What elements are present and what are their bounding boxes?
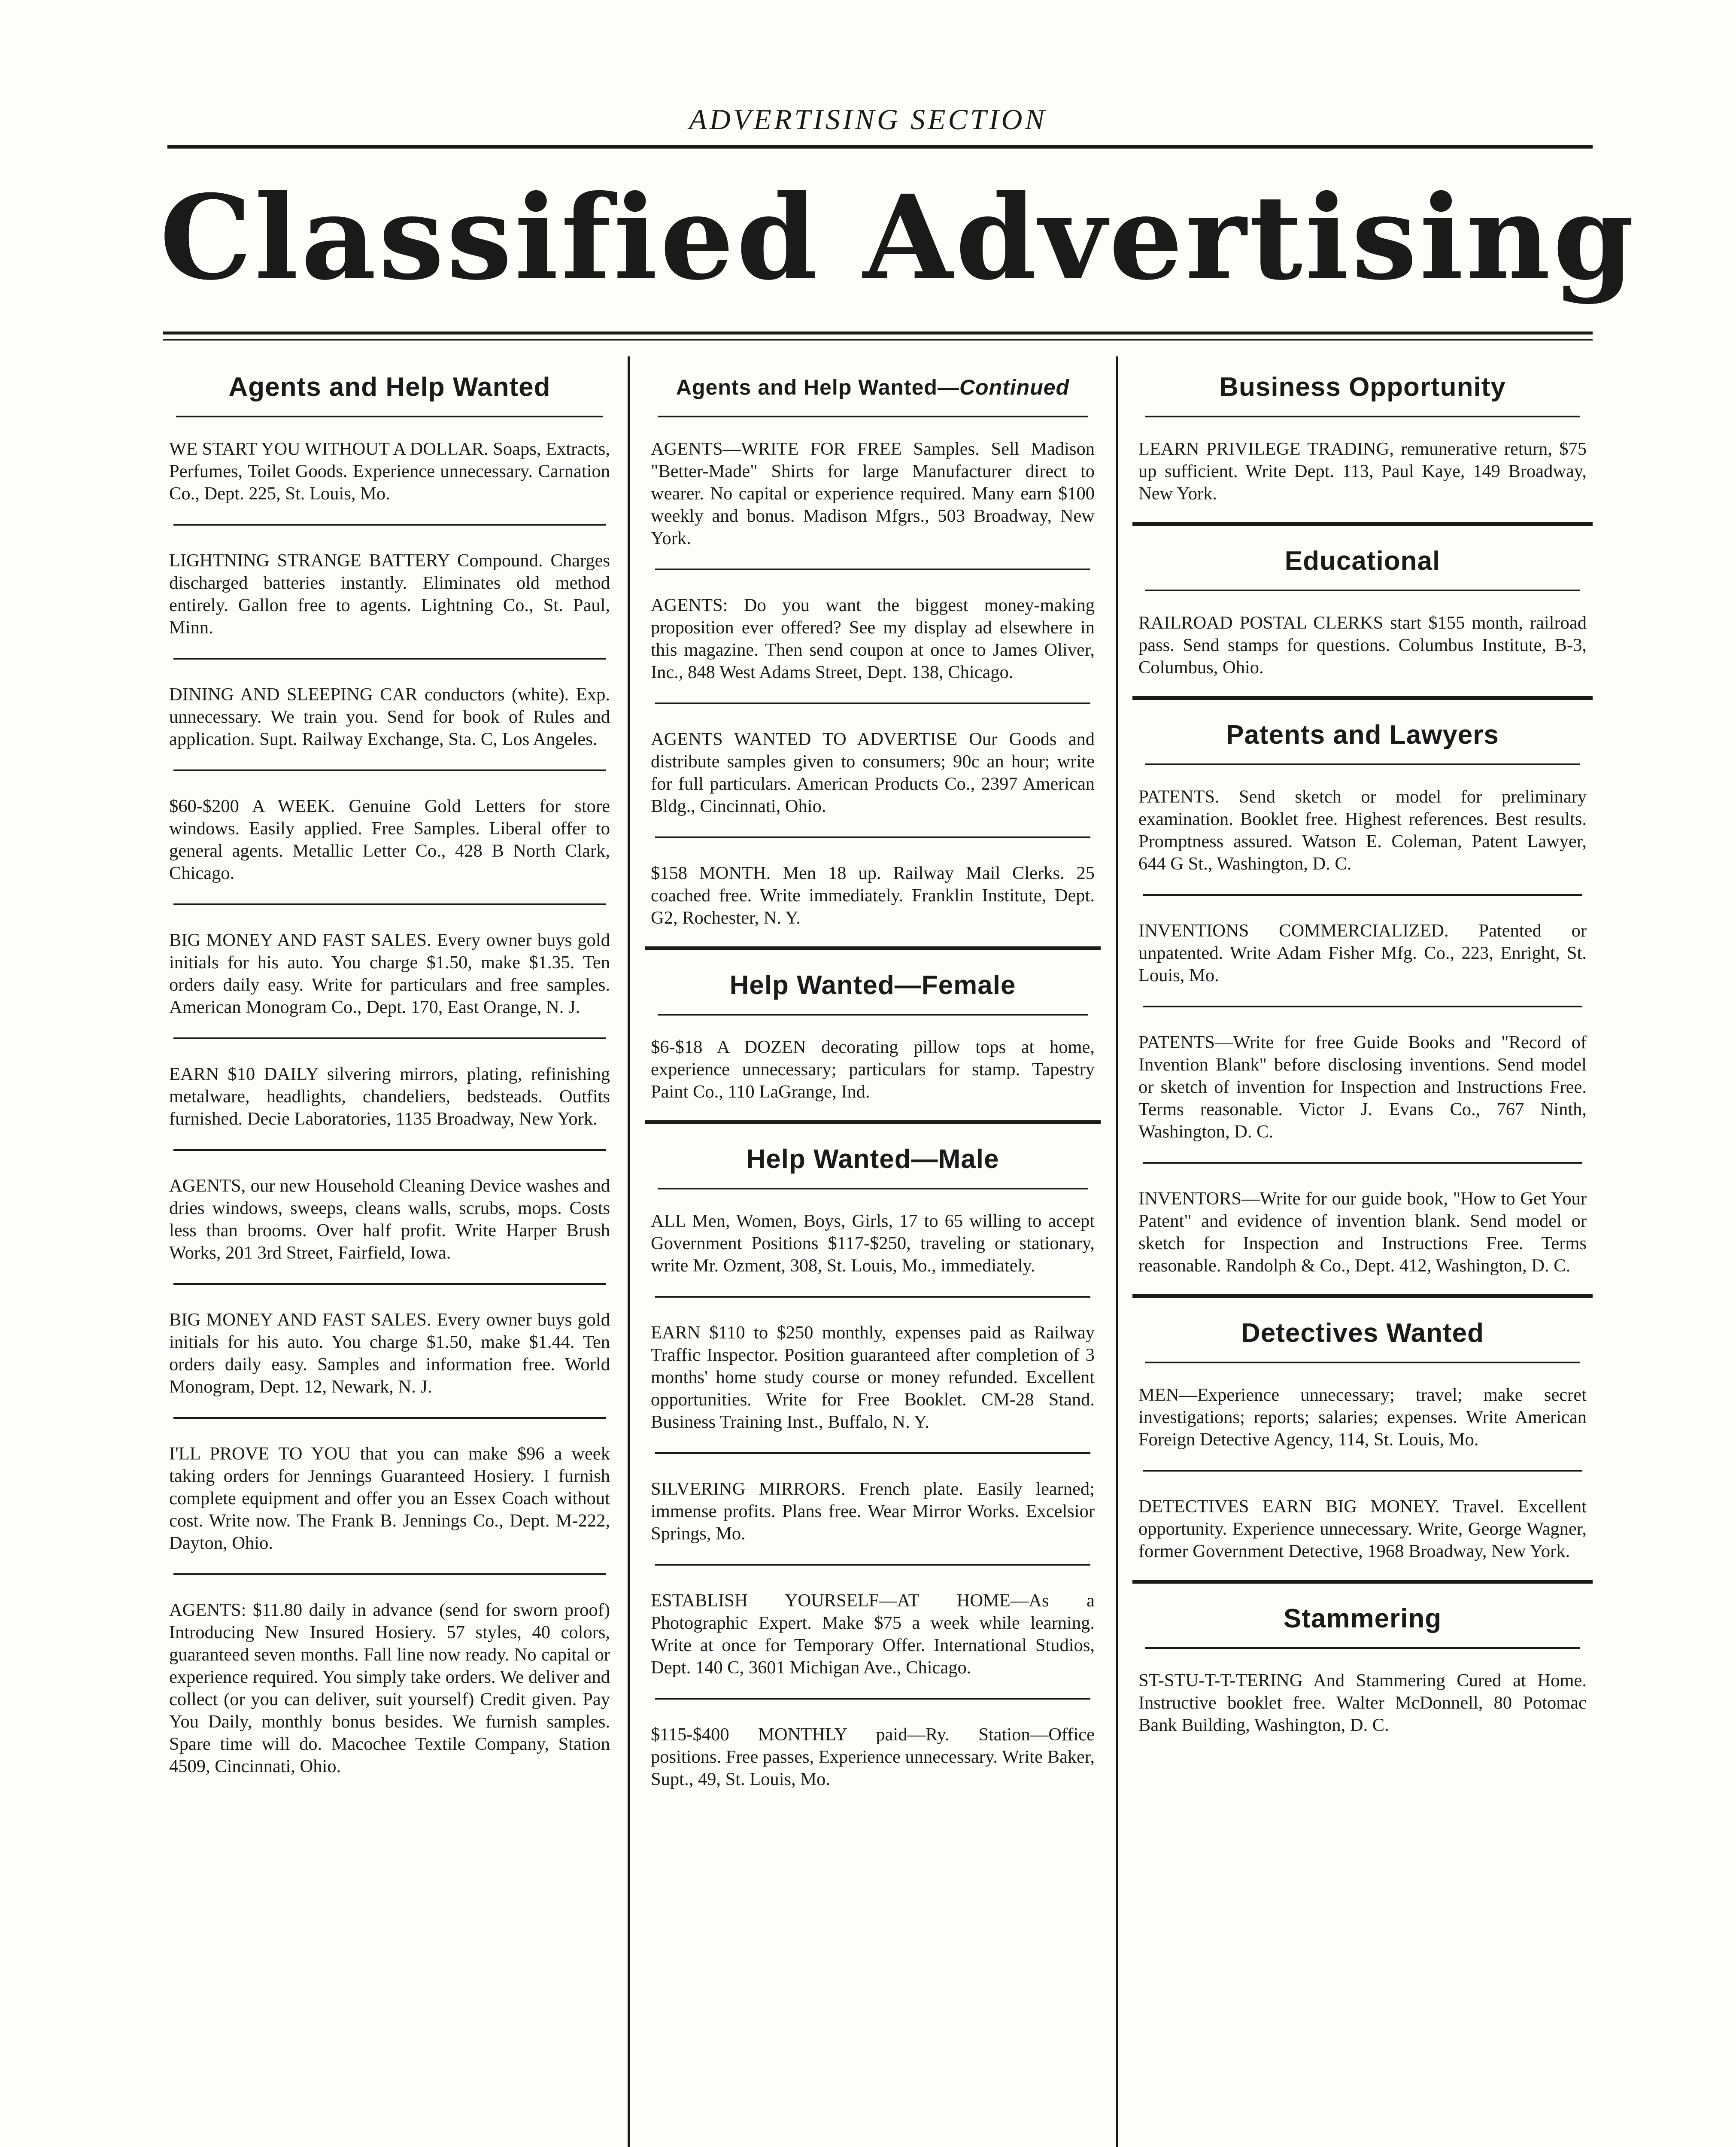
ad-separator (173, 769, 606, 771)
classified-ad: RAILROAD POSTAL CLERKS start $155 month, railroad pass. Send stamps for questions. Columbus Institute, B-3, Columbus, Ohio. (1138, 613, 1587, 678)
continued-label: Continued (959, 375, 1070, 399)
ad-separator (655, 1296, 1090, 1298)
classified-ad: $115-$400 MONTHLY paid—Ry. Station—Office positions. Free passes, Experience unnecessary. Write Baker, Supt., 49, St. Louis, Mo. (651, 1724, 1095, 1789)
ad-separator (173, 658, 606, 660)
ad-separator (173, 1573, 606, 1575)
classified-ad: PATENTS. Send sketch or model for preliminary examination. Booklet free. Highest references. Best results. Promptness assured. Watson E. Coleman, Patent Lawyer, 644 G St., Washington, D. C. (1138, 787, 1587, 874)
classified-ad: INVENTIONS COMMERCIALIZED. Patented or unpatented. Write Adam Fisher Mfg. Co., 223, Enright, St. Louis, Mo. (1138, 921, 1587, 985)
classified-ad: EARN $110 to $250 monthly, expenses paid as Railway Traffic Inspector. Position guaranteed after completion of 3 months' home study course or money refunded. Excellent opportunities. Write for Free Booklet. CM-28 Stand. Business Training Inst., Buffalo, N. Y. (651, 1323, 1095, 1432)
classified-ad: LIGHTNING STRANGE BATTERY Compound. Charges discharged batteries instantly. Eliminates old method entirely. Gallon free to agents. Lightning Co., St. Paul, Minn. (169, 550, 610, 638)
classified-ad: DINING AND SLEEPING CAR conductors (white). Exp. unnecessary. We train you. Send for book of Rules and application. Supt. Railway Exchange, Sta. C, Los Angeles. (169, 684, 610, 749)
ad-separator (655, 1698, 1090, 1700)
classified-ad: $6-$18 A DOZEN decorating pillow tops at home, experience unnecessary; particulars for stamp. Tapestry Paint Co., 110 LaGrange, Ind. (651, 1037, 1095, 1102)
section-heading: Help Wanted—Female (729, 970, 1016, 1000)
classified-ad: PATENTS—Write for free Guide Books and "Record of Invention Blank" before disclosing inventions. Send model or sketch of invention for Inspection and Instructions Free. Terms reasonable. Victor J. Evans Co., 767 Ninth, Washington, D. C. (1138, 1032, 1587, 1142)
classified-ad: I'LL PROVE TO YOU that you can make $96 a week taking orders for Jennings Guaranteed Hosiery. I furnish complete equipment and offer you an Essex Coach without cost. Write now. The Frank B. Jennings Co., Dept. M-222, Dayton, Ohio. (169, 1444, 610, 1553)
heading-rule (1145, 763, 1580, 765)
section-heading: Stammering (1283, 1604, 1442, 1633)
ad-separator (655, 702, 1090, 704)
ad-separator (655, 569, 1090, 570)
top-rule (167, 145, 1593, 149)
classified-ad: $158 MONTH. Men 18 up. Railway Mail Clerks. 25 coached free. Write immediately. Franklin Institute, Dept. G2, Rochester, N. Y. (651, 863, 1095, 928)
ad-separator (1143, 1470, 1582, 1472)
ad-separator (655, 836, 1090, 838)
classified-ad: AGENTS—WRITE FOR FREE Samples. Sell Madison "Better-Made" Shirts for large Manufacturer direct to wearer. No capital or experience required. Many earn $100 weekly and bonus. Madison Mfgrs., 503 Broadway, New York. (651, 439, 1095, 548)
section-separator (645, 1120, 1101, 1124)
section-separator (1132, 522, 1593, 526)
heading-rule (658, 1188, 1088, 1189)
classified-ad: BIG MONEY AND FAST SALES. Every owner buys gold initials for his auto. You charge $1.50, make $1.44. Ten orders daily easy. Samples and information free. World Monogram, Dept. 12, Newark, N. J. (169, 1310, 610, 1397)
classified-ad: AGENTS, our new Household Cleaning Device washes and dries windows, sweeps, cleans walls, scrubs, mops. Costs less than brooms. Over half profit. Write Harper Brush Works, 201 3rd Street, Fairfield, Iowa. (169, 1176, 610, 1263)
classified-ad: INVENTORS—Write for our guide book, "How to Get Your Patent" and evidence of invention blank. Send model or sketch for Inspection and Instructions Free. Terms reasonable. Randolph & Co., Dept. 412, Washington, D. C. (1138, 1189, 1587, 1276)
section-heading: Detectives Wanted (1241, 1318, 1484, 1348)
heading-rule (1145, 1362, 1580, 1363)
ad-separator (173, 1149, 606, 1151)
heading-rule (1145, 590, 1580, 591)
ad-separator (173, 1037, 606, 1039)
ad-separator (173, 903, 606, 905)
ad-separator (1143, 1162, 1582, 1164)
classified-ad: WE START YOU WITHOUT A DOLLAR. Soaps, Extracts, Perfumes, Toilet Goods. Experience unnecessary. Carnation Co., Dept. 225, St. Louis, Mo. (169, 439, 610, 504)
classified-ad: $60-$200 A WEEK. Genuine Gold Letters for store windows. Easily applied. Free Samples. Liberal offer to general agents. Metallic Letter Co., 428 B North Clark, Chicago. (169, 796, 610, 883)
ad-separator (173, 1417, 606, 1419)
ad-separator (1143, 894, 1582, 896)
heading-rule (658, 416, 1088, 417)
classified-ad: ST-STU-T-T-TERING And Stammering Cured at Home. Instructive booklet free. Walter McDonnell, 80 Potomac Bank Building, Washington, D. C. (1138, 1670, 1587, 1735)
classified-ad: ALL Men, Women, Boys, Girls, 17 to 65 willing to accept Government Positions $117-$250, traveling or stationary, write Mr. Ozment, 308, St. Louis, Mo., immediately. (651, 1211, 1095, 1276)
column-divider (628, 356, 630, 2147)
ad-separator (655, 1452, 1090, 1454)
heading-rule (1145, 1647, 1580, 1649)
section-heading: Agents and Help Wanted (228, 372, 551, 402)
section-heading: Help Wanted—Male (746, 1144, 999, 1174)
ad-separator (173, 1283, 606, 1285)
running-head: ADVERTISING SECTION (689, 103, 1047, 136)
classified-ad: BIG MONEY AND FAST SALES. Every owner buys gold initials for his auto. You charge $1.50, make $1.35. Ten orders daily easy. Write for particulars and free samples. American Monogram Co., Dept. 170, East Orange, N. J. (169, 930, 610, 1017)
classified-ad: EARN $10 DAILY silvering mirrors, plating, refinishing metalware, headlights, chandeliers, bedsteads. Outfits furnished. Decie Laboratories, 1135 Broadway, New York. (169, 1064, 610, 1129)
section-heading-text: Agents and Help Wanted— (676, 375, 959, 399)
heading-rule (176, 416, 603, 417)
classified-ad: DETECTIVES EARN BIG MONEY. Travel. Excellent opportunity. Experience unnecessary. Write, George Wagner, former Government Detective, 1968 Broadway, New York. (1138, 1496, 1587, 1561)
section-separator (1132, 1580, 1593, 1584)
column-divider (1116, 356, 1118, 2147)
classified-ad: SILVERING MIRRORS. French plate. Easily learned; immense profits. Plans free. Wear Mirror Works. Excelsior Springs, Mo. (651, 1479, 1095, 1544)
section-separator (1132, 1294, 1593, 1298)
section-heading-continued (645, 361, 1101, 416)
section-heading: Patents and Lawyers (1226, 720, 1499, 750)
ad-separator (655, 1564, 1090, 1566)
masthead-rule-thin (163, 339, 1593, 341)
heading-rule (1145, 416, 1580, 417)
masthead-rule (163, 331, 1593, 335)
column-3 (1132, 361, 1593, 1736)
classified-ad: AGENTS: $11.80 daily in advance (send for sworn proof) Introducing New Insured Hosiery. 57 styles, 40 colors, guaranteed seven months. Fall line now ready. No capital or experience required. You simply take orders. We deliver and collect (or you can deliver, suit yourself) Credit given. Pay You Daily, monthly bonus besides. We furnish samples. Spare time will do. Macochee Textile Company, Station 4509, Cincinnati, Ohio. (169, 1600, 610, 1776)
ad-separator (1143, 1006, 1582, 1007)
column-2 (645, 361, 1101, 1791)
column-1 (163, 361, 616, 1778)
ad-separator (173, 524, 606, 526)
classified-ad: AGENTS: Do you want the biggest money-making proposition ever offered? See my display ad elsewhere in this magazine. Then send coupon at once to James Oliver, Inc., 848 West Adams Street, Dept. 138, Chicago. (651, 595, 1095, 682)
section-heading: Educational (1284, 546, 1441, 576)
masthead-title: Classified Advertising (160, 169, 1637, 306)
heading-rule (658, 1014, 1088, 1016)
section-separator (645, 946, 1101, 950)
classified-ad: LEARN PRIVILEGE TRADING, remunerative return, $75 up sufficient. Write Dept. 113, Paul Kaye, 149 Broadway, New York. (1138, 439, 1587, 504)
section-separator (1132, 696, 1593, 700)
classified-ad: MEN—Experience unnecessary; travel; make secret investigations; reports; salaries; expenses. Write American Foreign Detective Agency, 114, St. Louis, Mo. (1138, 1385, 1587, 1450)
classified-ad: ESTABLISH YOURSELF—AT HOME—As a Photographic Expert. Make $75 a week while learning. Write at once for Temporary Offer. International Studios, Dept. 140 C, 3601 Michigan Ave., Chicago. (651, 1590, 1095, 1678)
classified-ad: AGENTS WANTED TO ADVERTISE Our Goods and distribute samples given to consumers; 90c an hour; write for full particulars. American Products Co., 2397 American Bldg., Cincinnati, Ohio. (651, 729, 1095, 816)
section-heading: Business Opportunity (1219, 372, 1506, 402)
